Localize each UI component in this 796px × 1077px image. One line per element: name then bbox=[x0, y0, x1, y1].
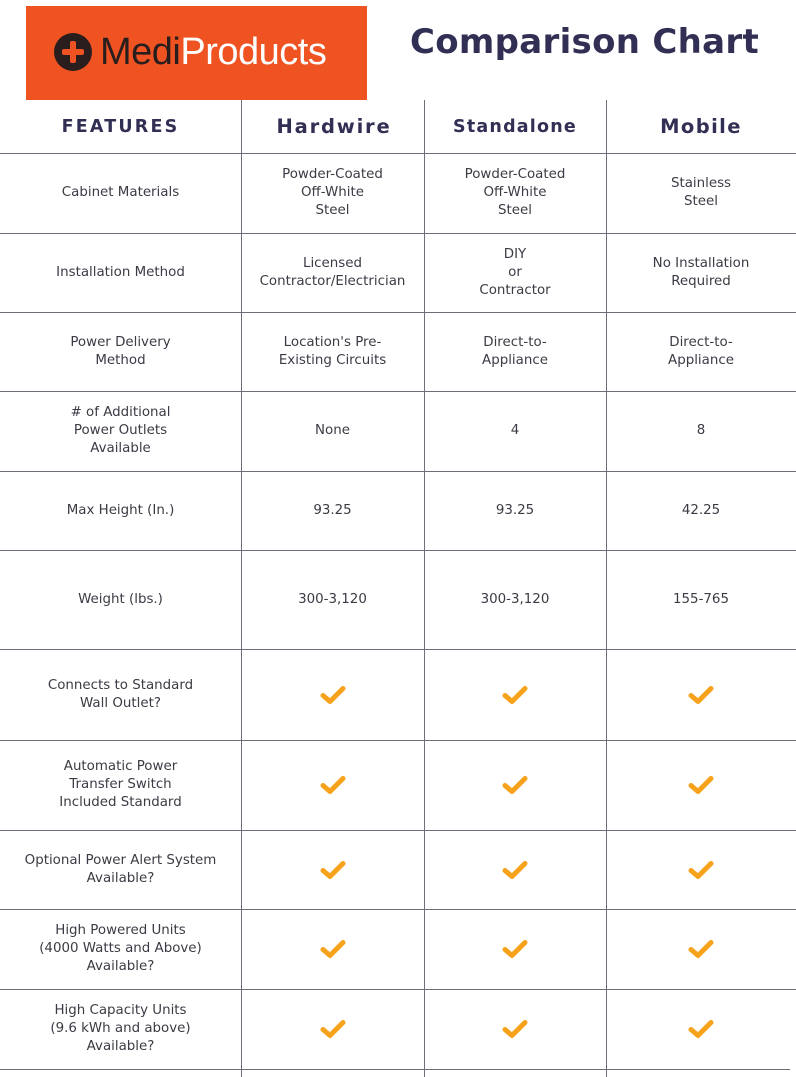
value-cell-mobile bbox=[606, 989, 796, 1069]
value-cell-standalone: 300-3,120 bbox=[480, 591, 550, 607]
value-cell-standalone bbox=[424, 649, 606, 740]
feature-label: Optional Power Alert System Available? bbox=[24, 852, 217, 886]
value-cell-mobile: 42.25 bbox=[681, 502, 721, 518]
feature-label: Max Height (In.) bbox=[66, 502, 175, 518]
feature-label: High Capacity Units (9.6 kWh and above) Available? bbox=[50, 1003, 191, 1054]
brand-name-light: Products bbox=[180, 31, 327, 73]
brand-logo bbox=[26, 6, 367, 100]
value-cell-standalone: 93.25 bbox=[495, 502, 535, 518]
checkmark-icon bbox=[688, 860, 714, 880]
value-cell-hardwire bbox=[241, 649, 424, 740]
value-cell-hardwire: 93.25 bbox=[313, 502, 352, 518]
feature-label: Automatic Power Transfer Switch Included Standard bbox=[59, 759, 182, 810]
column-header-mobile: Mobile bbox=[660, 115, 742, 138]
checkmark-icon bbox=[320, 1019, 346, 1039]
column-header-hardwire: Hardwire bbox=[276, 115, 392, 138]
feature-label: # of Additional Power Outlets Available bbox=[70, 405, 171, 456]
value-cell-mobile bbox=[606, 830, 796, 909]
checkmark-icon bbox=[502, 860, 528, 880]
value-cell-mobile bbox=[606, 649, 796, 740]
checkmark-icon bbox=[502, 1019, 528, 1039]
feature-label: Connects to Standard Wall Outlet? bbox=[47, 677, 194, 711]
value-cell-hardwire bbox=[241, 909, 424, 989]
checkmark-icon bbox=[320, 939, 346, 959]
checkmark-icon bbox=[320, 860, 346, 880]
value-cell-standalone bbox=[424, 909, 606, 989]
value-cell-standalone: 4 bbox=[510, 423, 520, 438]
value-cell-hardwire: Licensed Contractor/Electrician bbox=[259, 255, 406, 289]
value-cell-hardwire: 300-3,120 bbox=[298, 591, 367, 607]
checkmark-icon bbox=[502, 775, 528, 795]
value-cell-hardwire: None bbox=[315, 423, 350, 438]
page-title: Comparison Chart bbox=[410, 22, 759, 62]
checkmark-icon bbox=[688, 939, 714, 959]
checkmark-icon bbox=[502, 685, 528, 705]
value-cell-standalone bbox=[424, 740, 606, 830]
column-header-standalone: Standalone bbox=[453, 116, 577, 137]
value-cell-hardwire: Location's Pre- Existing Circuits bbox=[278, 334, 387, 368]
checkmark-icon bbox=[688, 775, 714, 795]
feature-label: Cabinet Materials bbox=[61, 185, 180, 200]
value-cell-standalone: Powder-Coated Off-White Steel bbox=[464, 167, 566, 218]
checkmark-icon bbox=[688, 1019, 714, 1039]
value-cell-standalone bbox=[424, 830, 606, 909]
brand-name bbox=[100, 31, 326, 73]
value-cell-hardwire: Powder-Coated Off-White Steel bbox=[282, 167, 383, 218]
value-cell-hardwire bbox=[241, 740, 424, 830]
value-cell-mobile: Direct-to- Appliance bbox=[668, 334, 734, 368]
feature-label: High Powered Units (4000 Watts and Above) Available? bbox=[39, 923, 202, 974]
value-cell-mobile: No Installation Required bbox=[652, 255, 750, 289]
value-cell-mobile: Stainless Steel bbox=[670, 176, 732, 209]
value-cell-hardwire bbox=[241, 989, 424, 1069]
value-cell-mobile: 8 bbox=[696, 423, 706, 438]
value-cell-standalone bbox=[424, 989, 606, 1069]
value-cell-mobile bbox=[606, 740, 796, 830]
value-cell-mobile bbox=[606, 909, 796, 989]
row-divider bbox=[0, 1069, 790, 1070]
feature-label: Weight (lbs.) bbox=[78, 591, 163, 607]
checkmark-icon bbox=[320, 775, 346, 795]
features-header: FEATURES bbox=[61, 116, 180, 137]
value-cell-mobile: 155-765 bbox=[673, 591, 729, 607]
value-cell-standalone: Direct-to- Appliance bbox=[482, 334, 548, 368]
plus-circle-icon bbox=[54, 33, 92, 71]
checkmark-icon bbox=[688, 685, 714, 705]
brand-name-dark: Medi bbox=[100, 31, 181, 73]
value-cell-hardwire bbox=[241, 830, 424, 909]
checkmark-icon bbox=[502, 939, 528, 959]
value-cell-standalone: DIY or Contractor bbox=[479, 246, 551, 298]
feature-label: Installation Method bbox=[56, 264, 185, 280]
feature-label: Power Delivery Method bbox=[70, 334, 171, 368]
checkmark-icon bbox=[320, 685, 346, 705]
